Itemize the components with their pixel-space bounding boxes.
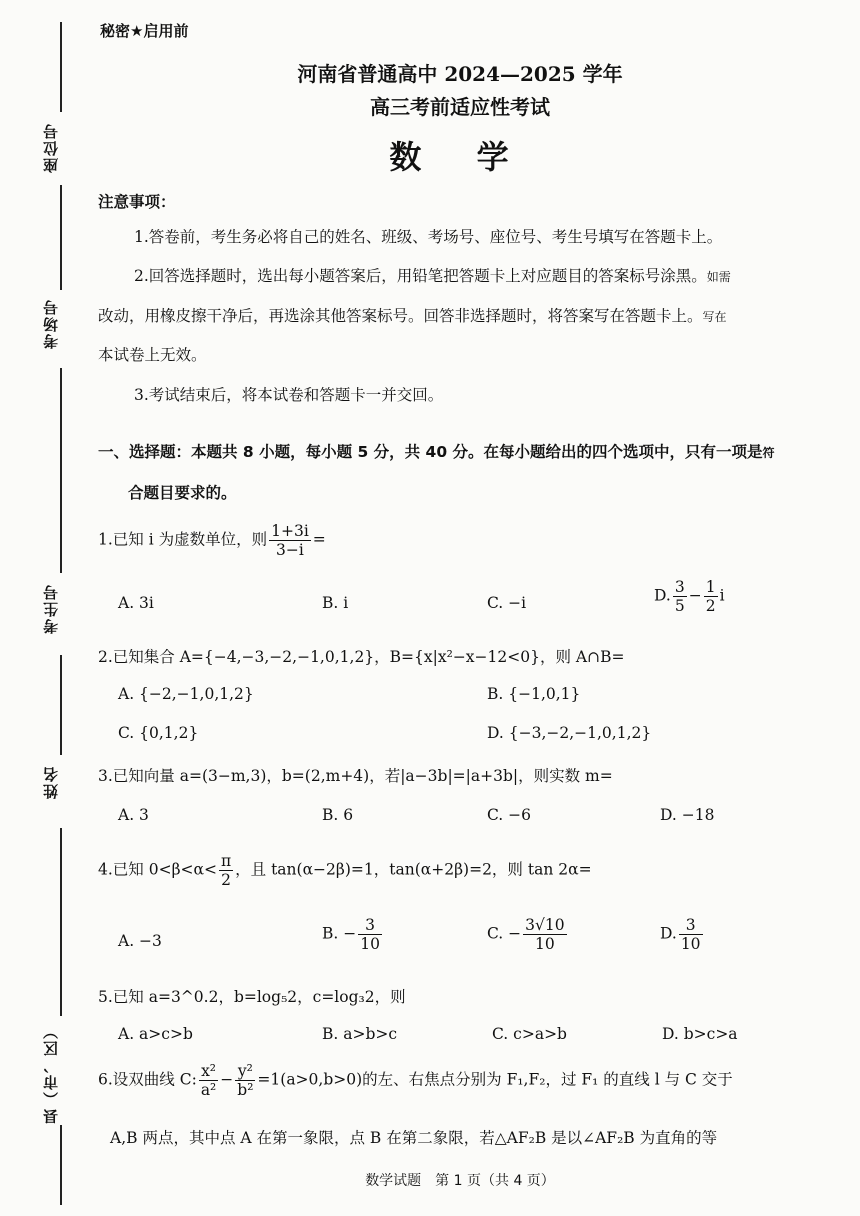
q4-c-d: 10 [535,935,555,953]
q4-option-a: A. −3 [118,932,162,950]
q1-equals: = [312,530,326,549]
q5-option-d: D. b>c>a [662,1025,738,1043]
q1-fraction [269,522,311,559]
secret-mark: 秘密★启用前 [100,22,189,40]
notice-heading: 注意事项： [98,193,176,211]
margin-seat-label: 座位号 [42,122,60,173]
q1-d-n2: 1 [705,578,716,596]
notice-item-1: 1.答卷前，考生务必将自己的姓名、班级、考场号、座位号、考生号填写在答题卡上。 [134,228,723,246]
q4-d-n: 3 [679,916,703,935]
q4-b-label: B. − [322,924,357,943]
q3-option-c: C. −6 [487,806,532,824]
notice-item-2c: 本试卷上无效。 [98,346,207,364]
question-4-stem [98,852,592,889]
margin-name-label: 姓名 [42,765,60,799]
notice-item-2a-text: 2.回答选择题时，选出每小题答案后，用铅笔把答题卡上对应题目的答案标号涂黑。 [134,267,707,285]
margin-line-room [60,368,62,573]
q6-stem-a: 6.设双曲线 C: [98,1070,197,1089]
q1-option-b: B. i [322,594,349,612]
q4-option-b [322,916,384,953]
q4-pi-frac [219,852,233,889]
notice-item-3: 3.考试结束后，将本试卷和答题卡一并交回。 [134,386,444,404]
notice-item-2a [134,264,731,286]
notice-item-2b-tail: 写在 [702,310,727,324]
q1-option-c: C. −i [487,594,527,612]
margin-line-county [60,1125,62,1205]
notice-item-2b [98,304,727,326]
q1-d-n1: 3 [674,578,685,596]
q6-x-n: x² [199,1062,218,1081]
q6-y-n: y² [235,1062,255,1081]
q1-d-frac2 [704,578,718,615]
margin-line-name [60,828,62,1016]
margin-line-examno [60,655,62,755]
q4-option-d [660,916,705,953]
page-footer: 数学试题 第 1 页（共 4 页） [365,1173,555,1189]
margin-examno-label: 考生号 [42,583,60,634]
section-1-line2: 合题目要求的。 [128,484,237,502]
exam-subtitle: 高三考前适应性考试 [370,95,550,119]
question-3-stem: 3.已知向量 a=(3−m,3)，b=(2,m+4)，若|a−3b|=|a+3b|，则实数 m= [98,767,613,785]
q6-minus: − [220,1070,234,1089]
q1-option-d [654,578,725,615]
margin-line-seat [60,185,62,290]
q2-option-b: B. {−1,0,1} [487,685,581,703]
q4-stem-b: ，且 tan(α−2β)=1，tan(α+2β)=2，则 tan 2α= [235,860,592,879]
notice-item-2a-tail: 如需 [706,270,731,284]
q3-option-a: A. 3 [118,806,149,824]
q6-x-d: a² [200,1081,217,1099]
section-1-line1-tail: 符 [762,446,775,460]
exam-title: 河南省普通高中 2024—2025 学年 [297,62,623,86]
q3-option-b: B. 6 [322,806,354,824]
q1-option-a: A. 3i [118,594,154,612]
q1-stem-text: 1.已知 i 为虚数单位，则 [98,530,268,549]
q4-b-n: 3 [358,916,382,935]
q1-d-d2: 2 [705,597,716,615]
q4-c-n: 3√10 [525,916,565,934]
q4-c-label: C. − [487,924,522,943]
q6-frac-x [199,1062,218,1099]
q5-option-c: C. c>a>b [492,1025,567,1043]
q4-b-d: 10 [360,935,380,953]
question-6-stem [98,1062,733,1099]
q4-d-label: D. [660,924,677,943]
section-1-line1: 一、选择题：本题共 8 小题，每小题 5 分，共 40 分。在每小题给出的四个选项中，只有一项是 [98,443,763,461]
notice-item-2b-text: 改动，用橡皮擦干净后，再选涂其他答案标号。回答非选择题时，将答案写在答题卡上。 [98,307,703,325]
margin-room-label: 考场号 [42,298,60,349]
q4-option-c [487,916,569,953]
section-1-heading [98,440,775,462]
q1-d-minus: − [688,586,702,605]
q2-option-c: C. {0,1,2} [118,724,199,742]
question-5-stem: 5.已知 a=3^0.2，b=log₅2，c=log₃2，则 [98,988,406,1006]
q1-d-i: i [719,586,725,605]
q1-d-frac1 [673,578,687,615]
q1-d-label: D. [654,586,671,605]
q2-option-d: D. {−3,−2,−1,0,1,2} [487,724,652,742]
q5-option-b: B. a>b>c [322,1025,398,1043]
q4-c-frac [523,916,566,953]
q6-frac-y [235,1062,255,1099]
question-6-line2: A,B 两点，其中点 A 在第一象限，点 B 在第二象限，若△AF₂B 是以∠AF₂B 为直角的等 [110,1129,718,1147]
q2-option-a: A. {−2,−1,0,1,2} [118,685,254,703]
q4-b-frac [358,916,382,953]
q5-option-a: A. a>c>b [118,1025,193,1043]
subject-title: 数 学 [389,138,531,176]
q1-d-d1: 5 [674,597,685,615]
q1-numerator: 1+3i [271,522,309,540]
q1-denominator: 3−i [276,541,304,559]
margin-county-label: 县（市、区） [42,1022,60,1124]
q6-y-d: b² [237,1081,254,1099]
q4-d-d: 10 [680,935,701,953]
q3-option-d: D. −18 [660,806,715,824]
q4-pi-d: 2 [221,871,231,889]
q4-pi-n: π [220,852,232,870]
q6-stem-b: =1(a>0,b>0)的左、右焦点分别为 F₁,F₂，过 F₁ 的直线 l 与 C 交于 [257,1070,733,1089]
q4-stem-a: 4.已知 0<β<α< [98,860,217,879]
question-1-stem [98,522,326,559]
question-2-stem: 2.已知集合 A={−4,−3,−2,−1,0,1,2}，B={x|x²−x−12<0}，则 A∩B= [98,648,625,666]
q4-d-frac [679,916,703,953]
